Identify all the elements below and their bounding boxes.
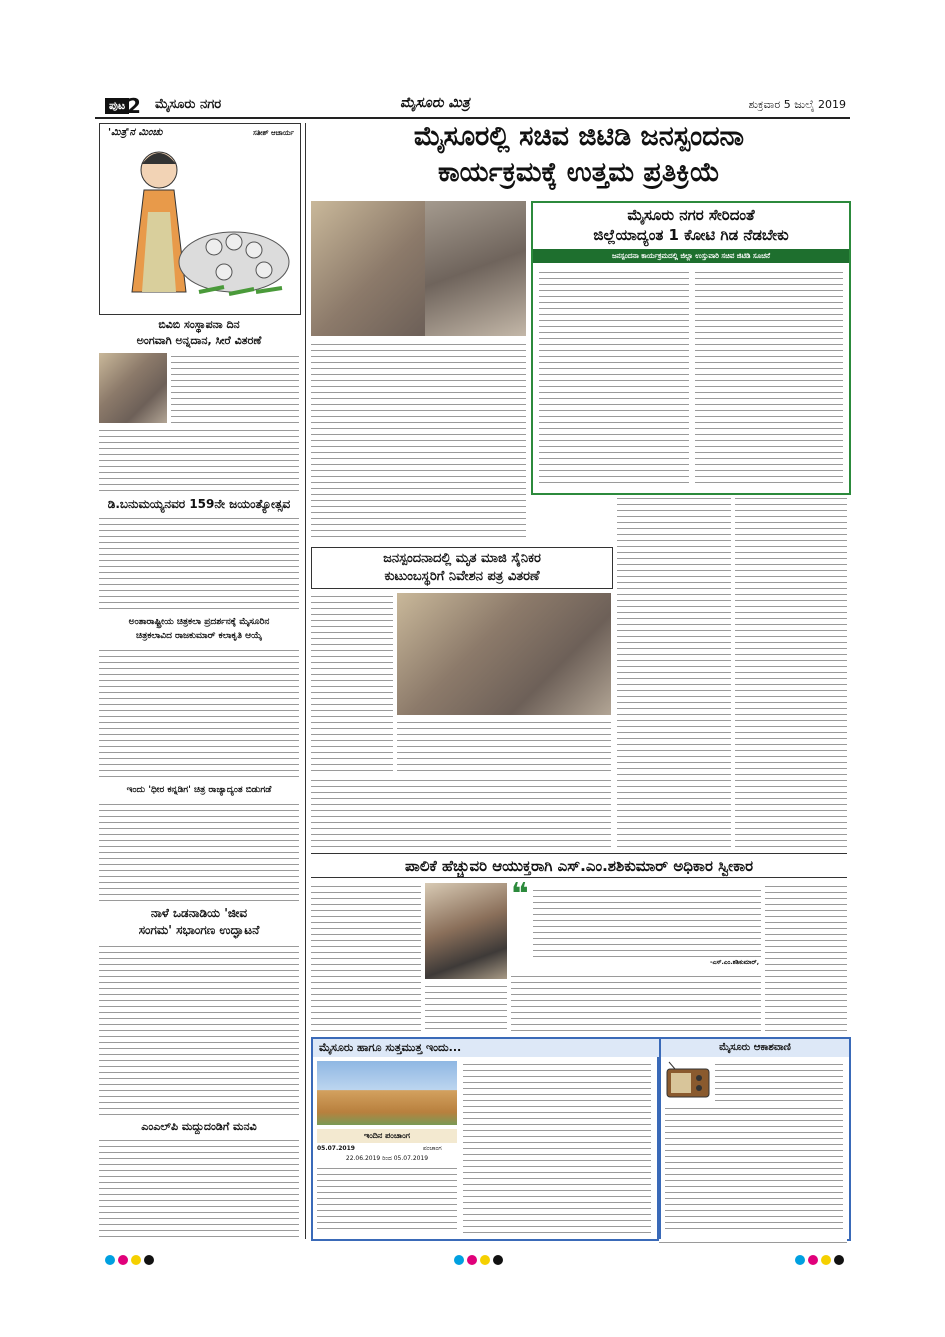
page-number: 2: [127, 94, 141, 118]
radio-title: ಮೈಸೂರು ಆಕಾಶವಾಣಿ: [661, 1039, 849, 1057]
lead-headline: ಮೈಸೂರಲ್ಲಿ ಸಚಿವ ಜಿಟಿಡಿ ಜನಸ್ಪಂದನಾ ಕಾರ್ಯಕ್ರಮಕ್ಕೆ ಉತ್ತಮ ಪ್ರತಿಕ್ರಿಯೆ: [413, 121, 745, 188]
registration-mark: [454, 1255, 464, 1265]
lead-photo-2: [425, 201, 526, 336]
bvb-headline: ಬಿವಿಬಿ ಸಂಸ್ಥಾಪನಾ ದಿನ ಅಂಗವಾಗಿ ಅನ್ನದಾನ, ಸೀರೆ ವಿತರಣೆ: [136, 318, 262, 347]
registration-mark: [808, 1255, 818, 1265]
art-headline: ಅಂತಾರಾಷ್ಟ್ರೀಯ ಚಿತ್ರಕಲಾ ಪ್ರದರ್ಶನಕ್ಕೆ ಮೈಸೂರಿನ ಚಿತ್ರಕಲಾವಿದ ರಾಜಕುಮಾರ್ ಕಲಾಕೃತಿ ಆಯ್ಕೆ: [128, 617, 270, 641]
quote-credit: -ಎಸ್.ಎಂ.ಶಶಿಕುಮಾರ್,: [710, 959, 759, 966]
quote-mark-icon: ❝: [511, 877, 529, 912]
page-tag: ಪುಟ: [105, 98, 129, 114]
radio-icon: [665, 1061, 711, 1101]
registration-mark: [834, 1255, 844, 1265]
tree-story-box: [531, 201, 851, 495]
registration-mark: [493, 1255, 503, 1265]
registration-mark: [821, 1255, 831, 1265]
registration-mark: [480, 1255, 490, 1265]
lrp-headline: ಎಂಎಲ್‌ಪಿ ಮದ್ದುದಂಡಿಗೆ ಮನವಿ: [141, 1120, 257, 1133]
panchanga-date: 05.07.2019: [317, 1145, 355, 1152]
soldier-headline-box: [311, 547, 613, 589]
section-name: ಮೈಸೂರು ನಗರ: [155, 97, 222, 112]
soldier-photo: [397, 593, 611, 715]
page-header: [95, 95, 850, 119]
tree-subhead: ಜನಸ್ಪಂದನಾ ಕಾರ್ಯಕ್ರಮದಲ್ಲಿ ಜಿಲ್ಲಾ ಉಸ್ತುವಾರಿ ಸಚಿವ ಜಿಟಿಡಿ ಸೂಚನೆ: [533, 249, 849, 263]
panchanga-label: ಪಂಚಾಂಗ: [423, 1145, 442, 1152]
events-title: ಮೈಸೂರು ಹಾಗೂ ಸುತ್ತಮುತ್ತ ಇಂದು...: [313, 1039, 663, 1057]
registration-mark: [144, 1255, 154, 1265]
jayanti-headline: ಡಿ.ಬನುಮಯ್ಯನವರ 159ನೇ ಜಯಂತ್ಯೋತ್ಸವ: [107, 497, 291, 511]
cartoon-illustration: [104, 142, 296, 310]
bvb-photo: [99, 353, 167, 423]
registration-mark: [105, 1255, 115, 1265]
panchanga-title: ಇಂದಿನ ಪಂಚಾಂಗ: [317, 1129, 457, 1143]
issue-date: ಶುಕ್ರವಾರ 5 ಜುಲೈ 2019: [748, 98, 846, 111]
registration-mark: [118, 1255, 128, 1265]
soldier-headline: ಜನಸ್ಪಂದನಾದಲ್ಲಿ ಮೃತ ಮಾಜಿ ಸೈನಿಕರ ಕುಟುಂಬಸ್ಥರಿಗೆ ನಿವೇಶನ ಪತ್ರ ವಿತರಣೆ: [383, 551, 541, 584]
newspaper-page: [95, 95, 850, 1245]
palace-photo: [317, 1061, 457, 1125]
film-headline: ಇಂದು 'ಧೀರ ಕನ್ನಡಿಗ' ಚಿತ್ರ ರಾಜ್ಯಾದ್ಯಂತ ಬಿಡುಗಡೆ: [126, 785, 272, 795]
cartoon-box: [99, 123, 301, 315]
panchanga-range: 22.06.2019 ರಿಂದ 05.07.2019: [345, 1155, 429, 1162]
tree-headline: ಮೈಸೂರು ನಗರ ಸೇರಿದಂತೆ ಜಿಲ್ಲೆಯಾದ್ಯಂತ 1 ಕೋಟಿ ಗಿಡ ನೆಡಬೇಕು: [593, 206, 789, 244]
masthead: ಮೈಸೂರು ಮಿತ್ರ: [400, 95, 470, 111]
registration-mark: [131, 1255, 141, 1265]
commissioner-quote: [511, 877, 761, 969]
sangama-headline: ನಾಳೆ ಒಡನಾಡಿಯ 'ಜೀವ ಸಂಗಮ' ಸಭಾಂಗಣ ಉದ್ಘಾಟನೆ: [138, 906, 260, 937]
registration-mark: [467, 1255, 477, 1265]
events-box: [311, 1037, 659, 1241]
radio-box: [659, 1037, 851, 1241]
registration-mark: [795, 1255, 805, 1265]
cartoon-credit: ಸತೀಶ್ ಆಚಾರ್ಯ: [253, 129, 294, 137]
cartoon-title: 'ಮಿತ್ರ'ನ ಮಿಂಚು: [108, 127, 163, 138]
commissioner-headline: ಪಾಲಿಕೆ ಹೆಚ್ಚುವರಿ ಆಯುಕ್ತರಾಗಿ ಎಸ್.ಎಂ.ಶಶಿಕುಮಾರ್ ಅಧಿಕಾರ ಸ್ವೀಕಾರ: [404, 857, 754, 875]
commissioner-photo: [425, 883, 507, 979]
